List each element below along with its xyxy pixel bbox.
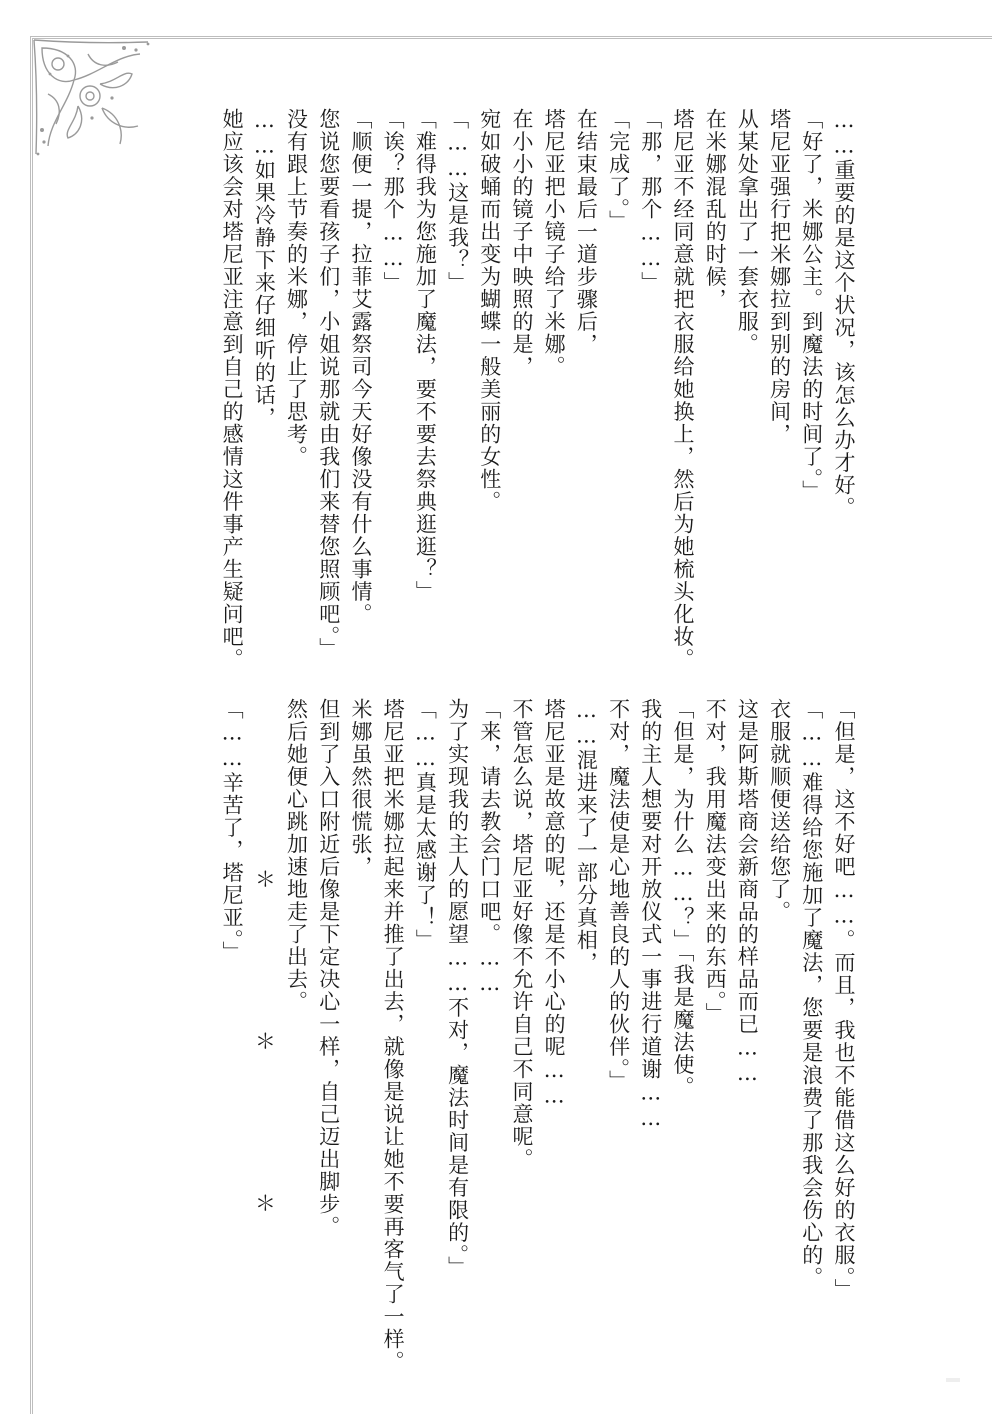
text-line: 但到了入口附近后像是下定决心一样，自己迈出脚步。 [316,698,341,1238]
text-line: 「但是，为什么……？」「我是魔法使。 [670,698,695,1099]
text-line: 衣服就顺便送给您了。 [767,698,792,923]
text-line: 塔尼亚不经同意就把衣服给她换上，然后为她梳头化妆。 [670,108,695,671]
text-line: 她应该会对塔尼亚注意到自己的感情这件事产生疑问吧。 [220,108,245,671]
text-line: 「好了，米娜公主。到魔法的时间了。」 [799,108,824,503]
text-line: 不对，魔法使是心地善良的人的伙伴。」 [606,698,631,1093]
text-line: 在米娜混乱的时候， [703,108,728,311]
text-line: 「诶？那个……」 [381,108,406,294]
watermark-mark [946,1378,960,1382]
scene-break: ＊ ＊ ＊ [252,868,277,1273]
ornament-corner-icon [28,34,178,184]
text-line: 「……难得给您施加了魔法，您要是浪费了那我会伤心的。 [799,698,824,1289]
text-line: 在小小的镜子中映照的是， [509,108,534,378]
text-line: 不管怎么说，塔尼亚好像不允许自己不同意呢。 [509,698,534,1171]
text-line: 在结束最后一道步骤后， [574,108,599,356]
text-line: 宛如破蛹而出变为蝴蝶一般美丽的女性。 [477,108,502,513]
text-line: 为了实现我的主人的愿望……不对，魔法时间是有限的。」 [445,698,470,1279]
text-line: 「难得我为您施加了魔法，要不要去祭典逛逛？」 [413,108,438,603]
text-line: 塔尼亚强行把米娜拉到别的房间， [767,108,792,446]
text-line: 「……真是太感谢了！」 [413,698,438,952]
text-line: 「完成了。」 [606,108,631,233]
text-line: 「顺便一提，拉菲艾露祭司今天好像没有什么事情。 [348,108,373,626]
text-line: ……混进来了一部分真相， [574,698,599,974]
text-line: 这是阿斯塔商会新商品的样品而已…… [735,698,760,1087]
text-line: 「但是，这不好吧……。而且，我也不能借这么好的衣服。」 [832,698,856,1301]
text-line: 「……这是我？」 [445,108,470,294]
text-line: 您说您要看孩子们，小姐说那就由我们来替您照顾吧。」 [316,108,341,660]
upper-text-block [216,108,860,671]
text-line: 不对，我用魔法变出来的东西。」 [703,698,728,1025]
text-line: 米娜虽然很慌张， [348,698,373,878]
text-line: 塔尼亚是故意的呢，还是不小心的呢…… [542,698,567,1109]
text-line: 我的主人想要对开放仪式一事进行道谢…… [638,698,663,1132]
text-line: ……如果冷静下来仔细听的话， [252,108,277,429]
text-line: 从某处拿出了一套衣服。 [735,108,760,356]
text-line: 塔尼亚把小镜子给了米娜。 [542,108,567,378]
text-line: 然后她便心跳加速地走了出去。 [284,698,309,1013]
text-line: 「来，请去教会门口吧。…… [477,698,502,997]
text-line: 「……辛苦了，塔尼亚。」 [220,698,245,964]
lower-text-block [216,698,860,1398]
text-line: 塔尼亚把米娜拉起来并推了出去，就像是说让她不要再客气了一样。 [381,698,406,1373]
text-line: 「那，那个……」 [638,108,663,294]
text-line: 没有跟上节奏的米娜，停止了思考。 [284,108,309,468]
text-line: ……重要的是这个状况，该怎么办才好。 [832,108,856,519]
